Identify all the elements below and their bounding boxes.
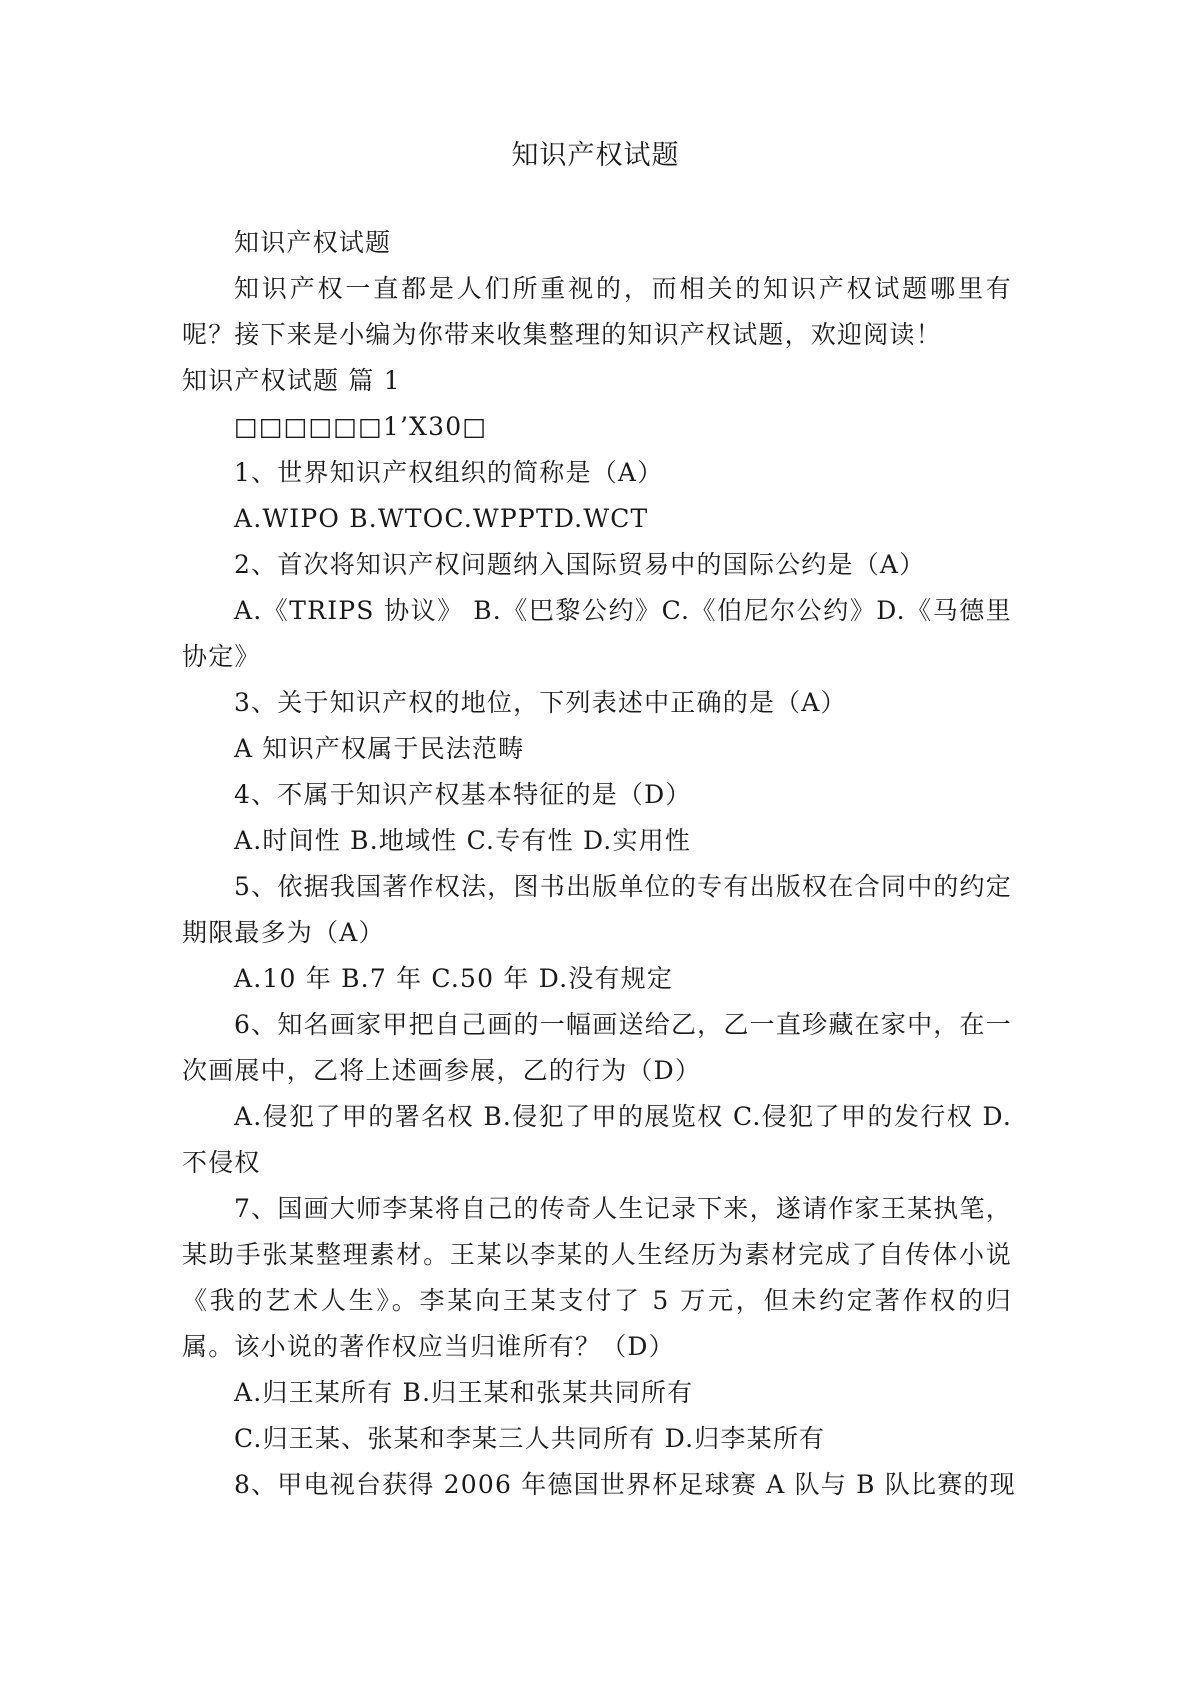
options-3: A 知识产权属于民法范畴 <box>234 734 525 763</box>
section-label: □□□□□□1’X30□ <box>234 412 488 441</box>
subtitle-paragraph: 知识产权试题 <box>234 228 392 257</box>
options-7b: C.归王某、张某和李某三人共同所有 D.归李某所有 <box>234 1424 826 1453</box>
options-6: A.侵犯了甲的署名权 B.侵犯了甲的展览权 C.侵犯了甲的发行权 D.不侵权 <box>182 1102 1012 1177</box>
options-4: A.时间性 B.地域性 C.专有性 D.实用性 <box>234 826 692 855</box>
section-heading: 知识产权试题 篇 1 <box>182 366 401 395</box>
options-5: A.10 年 B.7 年 C.50 年 D.没有规定 <box>234 964 674 993</box>
question-2: 2、首次将知识产权问题纳入国际贸易中的国际公约是（A） <box>234 550 926 579</box>
question-7: 7、国画大师李某将自己的传奇人生记录下来，遂请作家王某执笔，某助手张某整理素材。王某以李某的人生经历为素材完成了自传体小说《我的艺术人生》。李某向王某支付了 5 万元，但未约定著作权的归属。该小说的著作权应当归谁所有？（D） <box>182 1194 1012 1361</box>
document-body <box>182 220 1016 1508</box>
question-3: 3、关于知识产权的地位，下列表述中正确的是（A） <box>234 688 847 717</box>
question-8: 8、甲电视台获得 2006 年德国世界杯足球赛 A 队与 B 队比赛的现 <box>234 1470 1016 1499</box>
options-1: A.WIPO B.WTOC.WPPTD.WCT <box>234 504 649 533</box>
options-2: A.《TRIPS 协议》 B.《巴黎公约》C.《伯尼尔公约》D.《马德里协定》 <box>182 596 1012 671</box>
intro-paragraph: 知识产权一直都是人们所重视的，而相关的知识产权试题哪里有呢？接下来是小编为你带来收集整理的知识产权试题，欢迎阅读！ <box>182 274 1012 349</box>
question-4: 4、不属于知识产权基本特征的是（D） <box>234 780 692 809</box>
question-1: 1、世界知识产权组织的简称是（A） <box>234 458 664 487</box>
question-5: 5、依据我国著作权法，图书出版单位的专有出版权在合同中的约定期限最多为（A） <box>182 872 1012 947</box>
document-title: 知识产权试题 <box>511 140 680 171</box>
question-6: 6、知名画家甲把自己画的一幅画送给乙，乙一直珍藏在家中，在一次画展中，乙将上述画参展，乙的行为（D） <box>182 1010 1012 1085</box>
options-7a: A.归王某所有 B.归王某和张某共同所有 <box>234 1378 694 1407</box>
